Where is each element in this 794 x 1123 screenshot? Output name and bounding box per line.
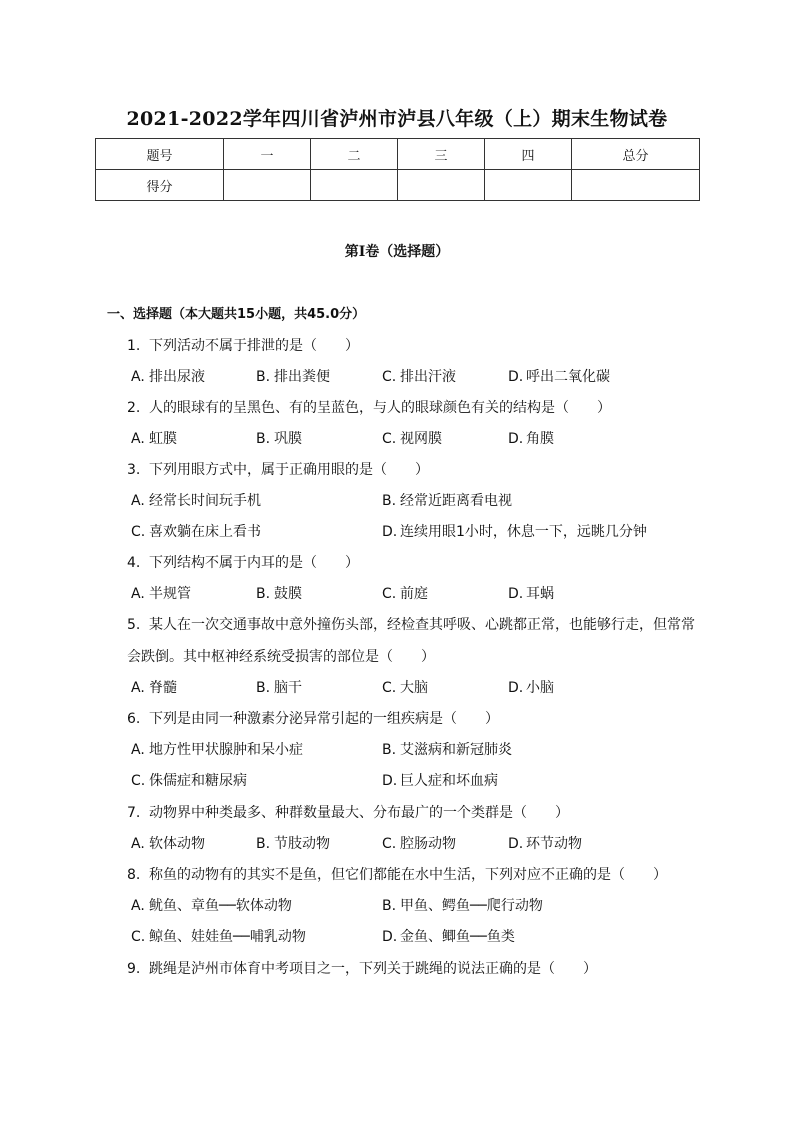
score-cell [311, 170, 398, 201]
option-c: C. 排出汗液 [382, 369, 456, 385]
option-b: B. 甲鱼、鳄鱼──爬行动物 [382, 898, 543, 914]
header-cell-question-no: 题号 [96, 139, 224, 170]
question-text: 动物界中种类最多、种群数量最大、分布最广的一个类群是（ ） [149, 805, 569, 821]
option-b: B. 鼓膜 [256, 586, 302, 602]
header-cell-part-2: 二 [311, 139, 398, 170]
option-d: D. 连续用眼1小时，休息一下，远眺几分钟 [382, 524, 647, 540]
question-text: 称鱼的动物有的其实不是鱼，但它们都能在水中生活，下列对应不正确的是（ ） [149, 867, 667, 883]
header-cell-total: 总分 [572, 139, 700, 170]
option-a: A. 脊髓 [131, 680, 177, 696]
question-3 [127, 459, 429, 479]
score-cell [398, 170, 485, 201]
option-d: D. 小脑 [508, 680, 554, 696]
option-c: C. 大脑 [382, 680, 428, 696]
question-5 [127, 614, 695, 634]
question-5-continuation: 会跌倒。其中枢神经系统受损害的部位是（ ） [127, 649, 435, 665]
score-table-header-row [96, 139, 700, 170]
question-text: 下列结构不属于内耳的是（ ） [149, 555, 359, 571]
option-c: C. 腔肠动物 [382, 836, 456, 852]
question-number: 9. [127, 961, 141, 977]
question-number: 6. [127, 711, 141, 727]
question-2 [127, 397, 611, 417]
score-table [95, 138, 700, 201]
score-cell [485, 170, 572, 201]
option-d: D. 巨人症和坏血病 [382, 773, 498, 789]
part-heading: 一、选择题（本大题共15小题，共45.0分） [107, 307, 366, 322]
question-1 [127, 335, 359, 355]
question-number: 2. [127, 400, 141, 416]
question-number: 7. [127, 805, 141, 821]
question-text: 下列活动不属于排泄的是（ ） [149, 338, 359, 354]
score-cell [572, 170, 700, 201]
question-text: 某人在一次交通事故中意外撞伤头部，经检查其呼吸、心跳都正常，也能够行走，但常常 [149, 617, 695, 633]
score-table-score-row [96, 170, 700, 201]
score-row-label: 得分 [96, 170, 224, 201]
option-a: A. 虹膜 [131, 431, 177, 447]
header-cell-part-4: 四 [485, 139, 572, 170]
option-c: C. 前庭 [382, 586, 428, 602]
option-c: C. 喜欢躺在床上看书 [131, 524, 261, 540]
question-text: 下列用眼方式中，属于正确用眼的是（ ） [149, 462, 429, 478]
option-a: A. 软体动物 [131, 836, 205, 852]
exam-title: 2021-2022学年四川省泸州市泸县八年级（上）期末生物试卷 [126, 108, 668, 130]
question-9 [127, 958, 597, 978]
question-text: 跳绳是泸州市体育中考项目之一，下列关于跳绳的说法正确的是（ ） [149, 961, 597, 977]
option-c: C. 鲸鱼、娃娃鱼──哺乳动物 [131, 929, 306, 945]
option-b: B. 巩膜 [256, 431, 302, 447]
option-b: B. 排出粪便 [256, 369, 330, 385]
option-b: B. 脑干 [256, 680, 302, 696]
question-number: 4. [127, 555, 141, 571]
question-text: 下列是由同一种激素分泌异常引起的一组疾病是（ ） [149, 711, 499, 727]
question-number: 5. [127, 617, 141, 633]
option-d: D. 呼出二氧化碳 [508, 369, 610, 385]
option-c: C. 视网膜 [382, 431, 442, 447]
option-a: A. 鱿鱼、章鱼──软体动物 [131, 898, 292, 914]
question-number: 1. [127, 338, 141, 354]
section-title: 第I卷（选择题） [344, 244, 450, 260]
question-text: 人的眼球有的呈黑色、有的呈蓝色，与人的眼球颜色有关的结构是（ ） [149, 400, 611, 416]
option-d: D. 环节动物 [508, 836, 582, 852]
option-b: B. 艾滋病和新冠肺炎 [382, 742, 512, 758]
header-cell-part-3: 三 [398, 139, 485, 170]
option-c: C. 侏儒症和糖尿病 [131, 773, 247, 789]
option-a: A. 地方性甲状腺肿和呆小症 [131, 742, 303, 758]
option-d: D. 角膜 [508, 431, 554, 447]
option-d: D. 金鱼、鲫鱼──鱼类 [382, 929, 515, 945]
header-cell-part-1: 一 [224, 139, 311, 170]
option-b: B. 节肢动物 [256, 836, 330, 852]
score-cell [224, 170, 311, 201]
option-a: A. 排出尿液 [131, 369, 205, 385]
question-8 [127, 864, 667, 884]
question-number: 3. [127, 462, 141, 478]
question-4 [127, 552, 359, 572]
option-b: B. 经常近距离看电视 [382, 493, 512, 509]
option-d: D. 耳蜗 [508, 586, 554, 602]
option-a: A. 经常长时间玩手机 [131, 493, 261, 509]
question-7 [127, 802, 569, 822]
question-6 [127, 708, 499, 728]
option-a: A. 半规管 [131, 586, 191, 602]
question-number: 8. [127, 867, 141, 883]
